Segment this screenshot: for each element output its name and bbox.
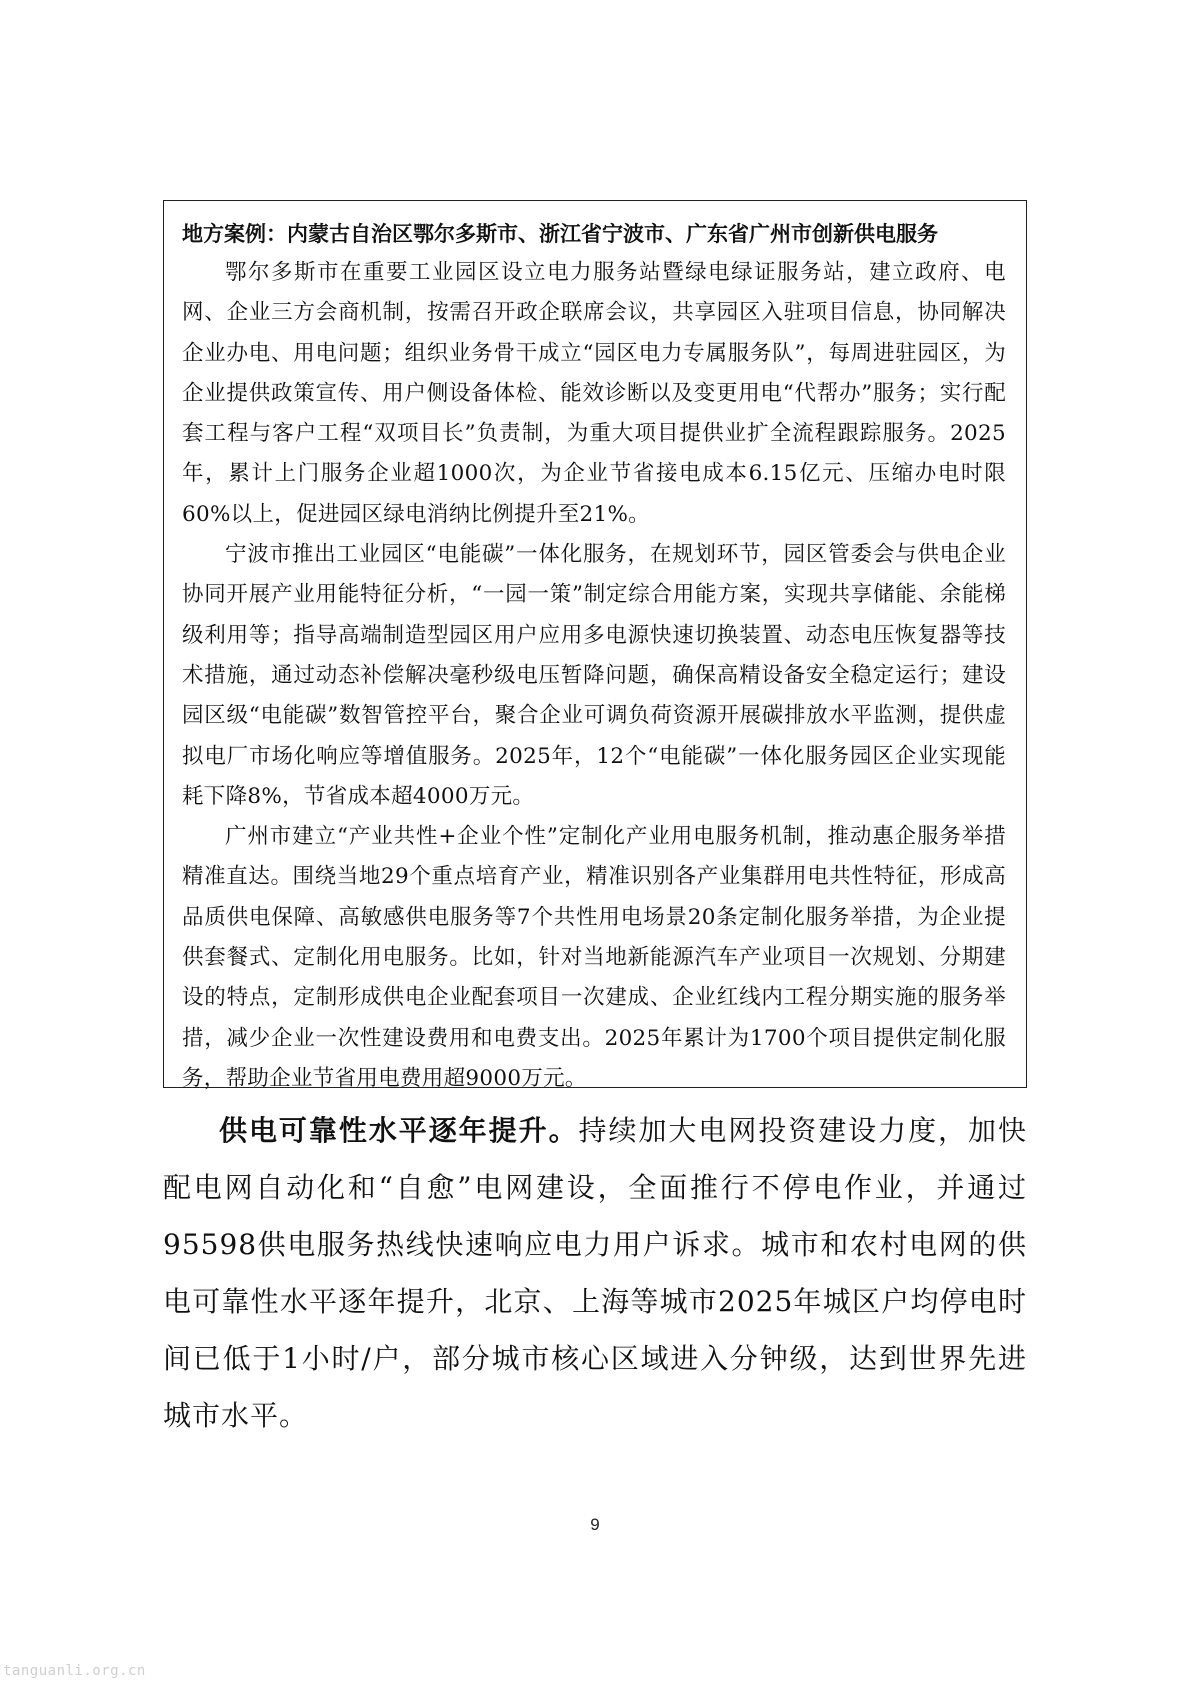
watermark: tanguanli.org.cn	[3, 1663, 146, 1679]
main-paragraph-lead: 供电可靠性水平逐年提升。	[219, 1114, 579, 1147]
case-paragraph-ningbo: 宁波市推出工业园区“电能碳”一体化服务，在规划环节，园区管委会与供电企业协同开展产业用能特征分析，“一园一策”制定综合用能方案，实现共享储能、余能梯级利用等；指导高端制造型园区用户应用多电源快速切换装置、动态电压恢复器等技术措施，通过动态补偿解决毫秒级电压暂降问题，确保高精设备安全稳定运行；建设园区级“电能碳”数智管控平台，聚合企业可调负荷资源开展碳排放水平监测，提供虚拟电厂市场化响应等增值服务。2025年，12个“电能碳”一体化服务园区企业实现能耗下降8%，节省成本超4000万元。	[182, 542, 1006, 809]
local-case-box	[163, 200, 1027, 1091]
case-paragraph-ordos: 鄂尔多斯市在重要工业园区设立电力服务站暨绿电绿证服务站，建立政府、电网、企业三方会商机制，按需召开政企联席会议，共享园区入驻项目信息，协同解决企业办电、用电问题；组织业务骨干成立“园区电力专属服务队”，每周进驻园区，为企业提供政策宣传、用户侧设备体检、能效诊断以及变更用电“代帮办”服务；实行配套工程与客户工程“双项目长”负责制，为重大项目提供业扩全流程跟踪服务。2025年，累计上门服务企业超1000次，为企业节省接电成本6.15亿元、压缩办电时限60%以上，促进园区绿电消纳比例提升至21%。	[182, 260, 1006, 527]
main-paragraph	[163, 1102, 1027, 1444]
case-paragraph-guangzhou: 广州市建立“产业共性+企业个性”定制化产业用电服务机制，推动惠企服务举措精准直达。围绕当地29个重点培育产业，精准识别各产业集群用电共性特征，形成高品质供电保障、高敏感供电服务等7个共性用电场景20条定制化服务举措，为企业提供套餐式、定制化用电服务。比如，针对当地新能源汽车产业项目一次规划、分期建设的特点，定制形成供电企业配套项目一次建成、企业红线内工程分期实施的服务举措，减少企业一次性建设费用和电费支出。2025年累计为1700个项目提供定制化服务，帮助企业节省用电费用超9000万元。	[182, 824, 1006, 1091]
case-box-title: 地方案例：内蒙古自治区鄂尔多斯市、浙江省宁波市、广东省广州市创新供电服务	[182, 222, 938, 246]
main-paragraph-body: 持续加大电网投资建设力度，加快配电网自动化和“自愈”电网建设，全面推行不停电作业，并通过95598供电服务热线快速响应电力用户诉求。城市和农村电网的供电可靠性水平逐年提升，北京、上海等城市2025年城区户均停电时间已低于1小时/户，部分城市核心区域进入分钟级，达到世界先进城市水平。	[163, 1114, 1027, 1432]
page-number: 9	[590, 1515, 600, 1534]
